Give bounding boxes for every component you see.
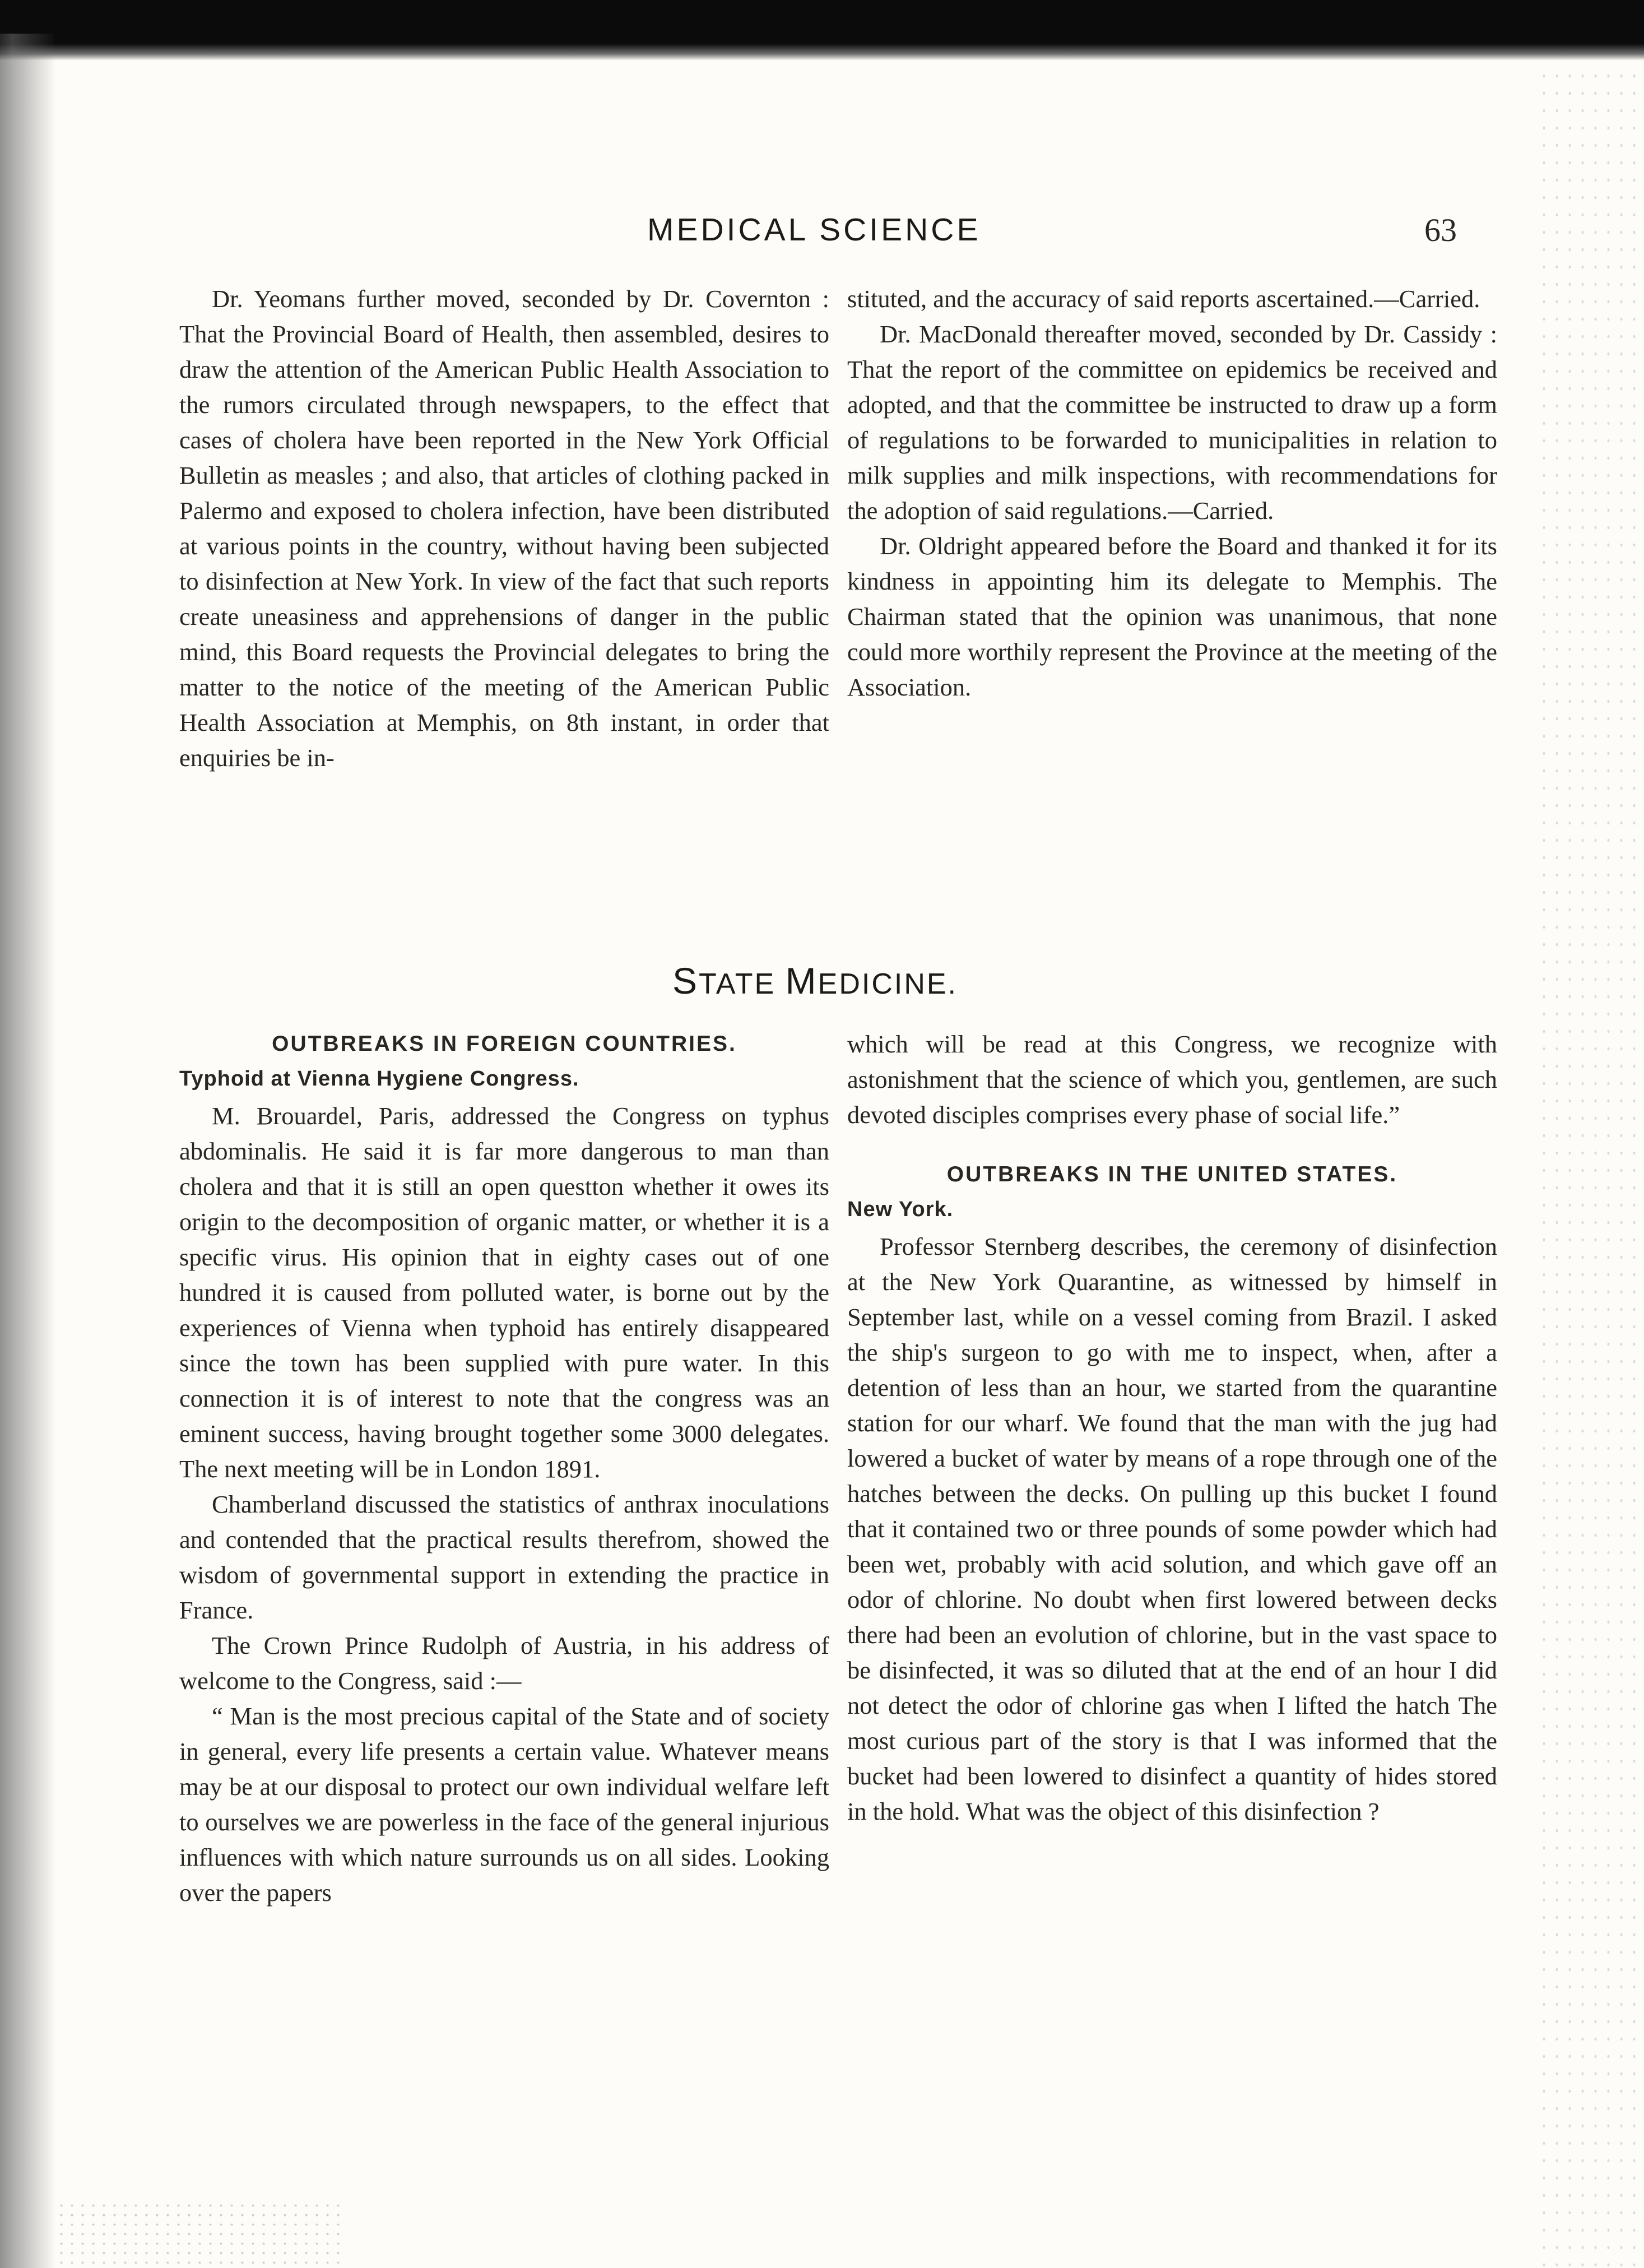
paragraph: which will be read at this Congress, we recognize with astonishment that the science of which you, gentlemen, are such devoted disciples comprises every phase of social life.” — [847, 1030, 1497, 1129]
subheading-new-york: New York. — [847, 1198, 954, 1221]
column-1 — [179, 281, 829, 776]
paragraph: Dr. Yeomans further moved, seconded by Dr. Covernton : That the Provincial Board of Health, then assembled, desires to draw the attention of the American Public Health Association to the rumors circulated through newspapers, to the effect that cases of cholera have been reported in the New York Official Bulletin as measles ; and also, that articles of clothing packed in Palermo and exposed to cholera infection, have been distributed at various points in the country, without having been subjected to disinfection at New York. In view of the fact that such reports create uneasiness and apprehensions of danger in the public mind, this Board requests the Provincial delegates to bring the matter to the notice of the meeting of the American Public Health Association at Memphis, on 8th instant, in order that enquiries be in- — [179, 285, 829, 772]
section-title — [672, 960, 1009, 1001]
paragraph: Professor Sternberg describes, the ceremony of disinfection at the New York Quarantine, as witnessed by himself in September last, while on a vessel coming from Brazil. I asked the ship's surgeon to go with me to inspect, when, after a detention of less than an hour, we started from the quarantine station for our wharf. We found that the man with the jug had lowered a bucket of water by means of a rope through one of the hatches between the decks. On pulling up this bucket I found that it contained two or three pounds of some powder which had been wet, probably with acid solution, and which gave off an odor of chlorine. No doubt when first lowered between decks there had been an evolution of chlorine, but in the vast space to be disinfected, it was so diluted that at the end of an hour I did not detect the odor of chlorine gas when I lifted the hatch The most curious part of the story is that I was informed that the bucket had been lowered to disinfect a quantity of hides stored in the hold. What was the object of this disinfection ? — [847, 1232, 1497, 1825]
paragraph: The Crown Prince Rudolph of Austria, in his address of welcome to the Congress, said :— — [179, 1631, 829, 1695]
scan-right-noise — [1538, 67, 1644, 2268]
section-title-part: EDICINE. — [818, 968, 958, 1000]
column-4 — [847, 1027, 1497, 1829]
column-3 — [179, 1027, 829, 1910]
heading-foreign-outbreaks: OUTBREAKS IN FOREIGN COUNTRIES. — [272, 1032, 737, 1056]
running-head: MEDICAL SCIENCE — [647, 212, 981, 248]
column-2 — [847, 281, 1497, 705]
paragraph: M. Brouardel, Paris, addressed the Congress on typhus abdominalis. He said it is far more dangerous to man than cholera and that it is still an open questton whether it owes its origin to the decomposition of organic matter, or whether it is a specific virus. His opinion that in eighty cases out of one hundred it is caused from polluted water, is borne out by the experiences of Vienna when typhoid has entirely disappeared since the town has been supplied with pure water. In this connection it is of interest to note that the congress was an eminent success, having brought together some 3000 delegates. The next meeting will be in London 1891. — [179, 1102, 829, 1483]
paragraph: “ Man is the most precious capital of the State and of society in general, every life presents a certain value. Whatever means may be at our disposal to protect our own individual welfare left to ourselves we are powerless in the face of the general injurious influences with which nature surrounds us on all sides. Looking over the papers — [179, 1702, 829, 1907]
paragraph: stituted, and the accuracy of said reports ascertained.—Carried. — [847, 285, 1480, 313]
paragraph: Chamberland discussed the statistics of anthrax inoculations and contended that the practical results therefrom, showed the wisdom of governmental support in extending the practice in France. — [179, 1490, 829, 1624]
scan-bottom-noise — [56, 2201, 347, 2268]
section-title-initial: M — [785, 960, 818, 1001]
paragraph: Dr. MacDonald thereafter moved, seconded by Dr. Cassidy : That the report of the committee on epidemics be received and adopted, and that the committee be instructed to draw up a form of regulations to be forwarded to municipalities in relation to milk supplies and milk inspections, with recommendations for the adoption of said regulations.—Carried. — [847, 320, 1497, 525]
scan-top-edge — [0, 0, 1644, 61]
subheading-vienna: Typhoid at Vienna Hygiene Congress. — [179, 1067, 579, 1091]
spacer — [847, 1133, 1497, 1157]
section-title-part: TATE — [699, 968, 786, 1000]
scan-left-edge — [0, 34, 56, 2268]
paragraph: Dr. Oldright appeared before the Board and thanked it for its kindness in appointing him its delegate to Memphis. The Chairman stated that the opinion was unanimous, that none could more worthily represent the Province at the meeting of the Association. — [847, 532, 1497, 701]
page-number: 63 — [1424, 212, 1457, 248]
heading-us-outbreaks: OUTBREAKS IN THE UNITED STATES. — [946, 1162, 1398, 1186]
section-title-initial: S — [672, 960, 699, 1001]
